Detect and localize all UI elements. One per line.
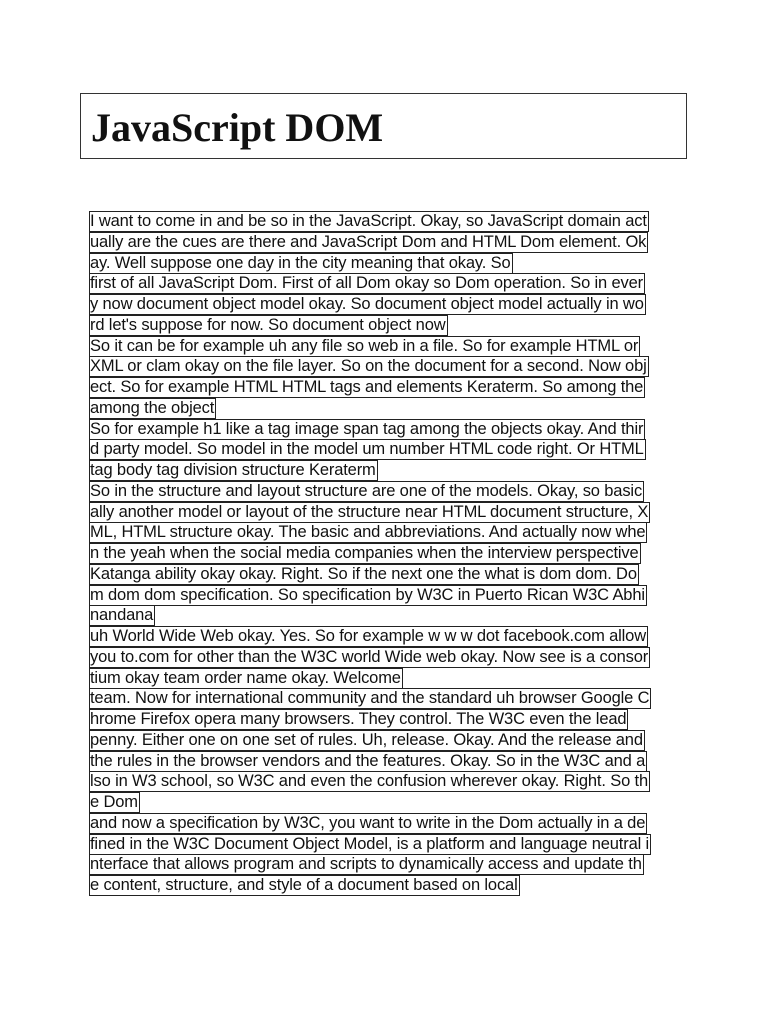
transcript-line-text: ay. Well suppose one day in the city meaning that okay. So	[90, 253, 511, 272]
transcript-line	[90, 502, 680, 523]
transcript-line-text: n the yeah when the social media companies when the interview perspective	[90, 544, 639, 562]
transcript-line-text: uh World Wide Web okay. Yes. So for example w w w dot facebook.com allow	[90, 627, 646, 645]
transcript-line-text: ally another model or layout of the structure near HTML document structure, X	[90, 502, 649, 521]
transcript-line-text: rd let's suppose for now. So document object now	[90, 315, 446, 334]
transcript-line-text: hrome Firefox opera many browsers. They control. The W3C even the lead	[90, 710, 627, 728]
transcript-line-text: you to.com for other than the W3C world Wide web okay. Now see is a consor	[90, 647, 649, 666]
transcript-line-text: e content, structure, and style of a document based on local	[90, 876, 518, 894]
transcript-line	[90, 771, 680, 792]
transcript-line-text: team. Now for international community and the standard uh browser Google C	[90, 689, 650, 708]
transcript-line	[90, 336, 680, 357]
transcript-line	[90, 626, 680, 647]
transcript-line	[90, 730, 680, 751]
transcript-line-text: So for example h1 like a tag image span tag among the objects okay. And thir	[90, 419, 644, 438]
transcript-line	[90, 253, 680, 274]
transcript-body	[90, 211, 680, 896]
transcript-line-text: e Dom	[90, 793, 138, 811]
transcript-line	[90, 605, 680, 626]
transcript-line	[90, 481, 680, 502]
transcript-line-text: lso in W3 school, so W3C and even the confusion wherever okay. Right. So th	[90, 772, 648, 791]
transcript-line-text: So in the structure and layout structure are one of the models. Okay, so basic	[90, 481, 643, 500]
transcript-line	[90, 398, 680, 419]
transcript-line	[90, 315, 680, 336]
transcript-line-text: ect. So for example HTML HTML tags and elements Keraterm. So among the	[90, 378, 644, 396]
transcript-line-text: I want to come in and be so in the JavaScript. Okay, so JavaScript domain act	[90, 212, 647, 230]
transcript-line-text: among the object	[90, 398, 215, 417]
transcript-line-text: tium okay team order name okay. Welcome	[90, 668, 401, 687]
transcript-line-text: d party model. So model in the model um number HTML code right. Or HTML	[90, 440, 644, 459]
transcript-line-text: penny. Either one on one set of rules. Uh, release. Okay. And the release and	[90, 730, 643, 749]
transcript-line	[90, 834, 680, 855]
transcript-line	[90, 522, 680, 543]
transcript-line	[90, 751, 680, 772]
transcript-line	[90, 356, 680, 377]
transcript-line-text: first of all JavaScript Dom. First of all Dom okay so Dom operation. So in ever	[90, 274, 644, 293]
transcript-line	[90, 585, 680, 606]
transcript-line-text: Katanga ability okay okay. Right. So if the next one the what is dom dom. Do	[90, 564, 637, 583]
transcript-line	[90, 647, 680, 668]
transcript-line-text: fined in the W3C Document Object Model, is a platform and language neutral i	[90, 834, 650, 853]
transcript-line-text: nandana	[90, 606, 154, 625]
transcript-line	[90, 211, 680, 232]
transcript-line	[90, 543, 680, 564]
title-box	[80, 93, 687, 159]
transcript-line	[90, 792, 680, 813]
transcript-line	[90, 564, 680, 585]
transcript-line-text: nterface that allows program and scripts to dynamically access and update th	[90, 855, 642, 874]
transcript-line	[90, 813, 680, 834]
document-title: JavaScript DOM	[91, 105, 384, 150]
transcript-line	[90, 854, 680, 875]
transcript-line-text: m dom dom specification. So specification by W3C in Puerto Rican W3C Abhi	[90, 585, 645, 604]
transcript-line-text: and now a specification by W3C, you want to write in the Dom actually in a de	[90, 813, 646, 832]
transcript-line-text: y now document object model okay. So document object model actually in wo	[90, 295, 644, 313]
transcript-line	[90, 460, 680, 481]
transcript-line-text: the rules in the browser vendors and the features. Okay. So in the W3C and a	[90, 751, 646, 770]
transcript-line	[90, 232, 680, 253]
transcript-line	[90, 709, 680, 730]
transcript-line	[90, 875, 680, 896]
transcript-line-text: ually are the cues are there and JavaScript Dom and HTML Dom element. Ok	[90, 232, 647, 251]
transcript-line-text: So it can be for example uh any file so web in a file. So for example HTML or	[90, 336, 639, 355]
transcript-line	[90, 668, 680, 689]
transcript-line-text: XML or clam okay on the file layer. So on the document for a second. Now obj	[90, 357, 647, 376]
transcript-line	[90, 377, 680, 398]
transcript-line-text: tag body tag division structure Keraterm	[90, 461, 376, 479]
transcript-line	[90, 419, 680, 440]
transcript-line-text: ML, HTML structure okay. The basic and abbreviations. And actually now whe	[90, 523, 646, 542]
transcript-line	[90, 294, 680, 315]
transcript-line	[90, 273, 680, 294]
transcript-line	[90, 688, 680, 709]
transcript-line	[90, 439, 680, 460]
